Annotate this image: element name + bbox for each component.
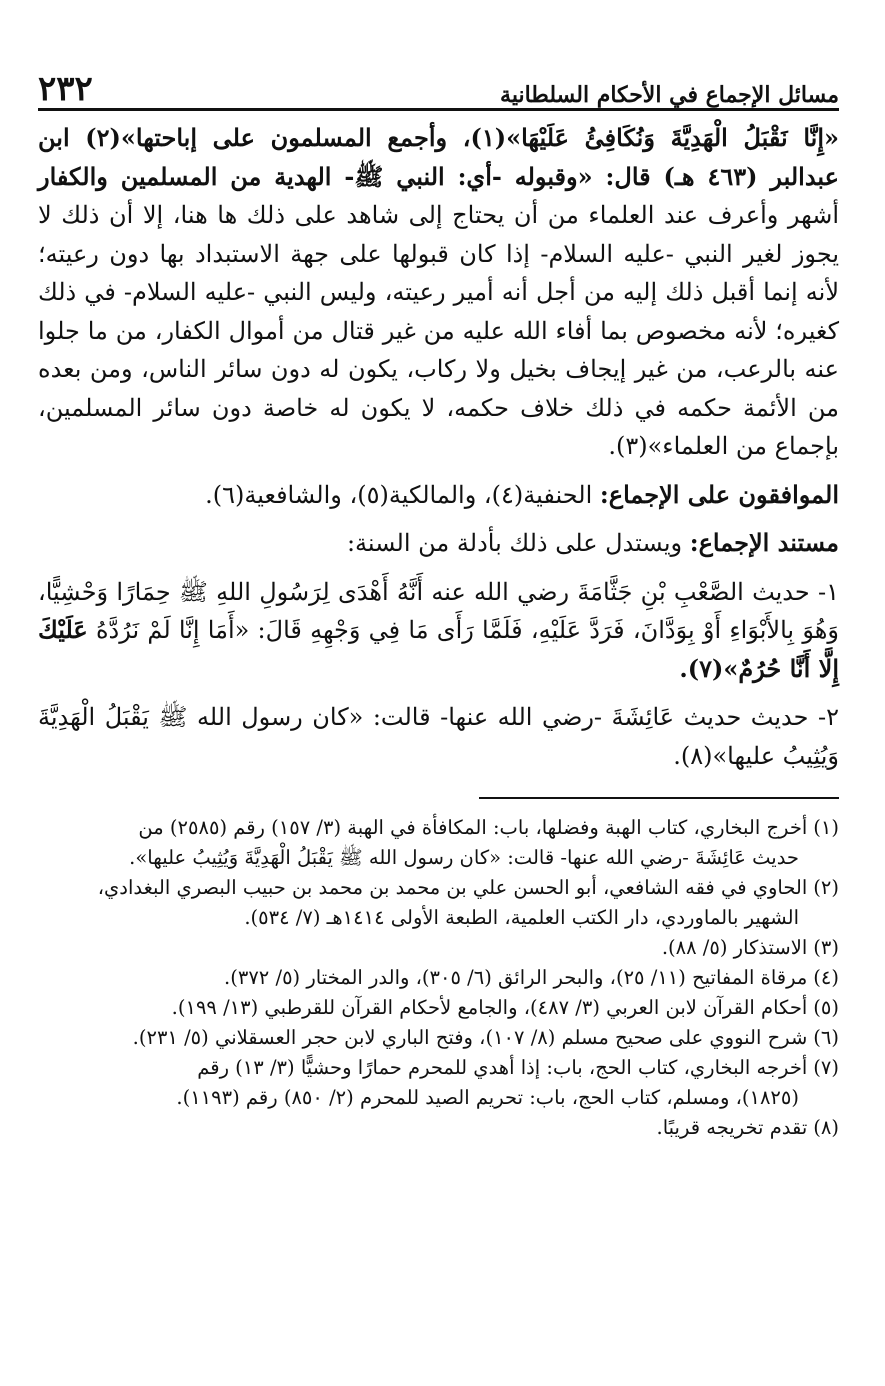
footnote: (٤)مرقاة المفاتيح (١١/ ٢٥)، والبحر الرائق (٦/ ٣٠٥)، والدر المختار (٥/ ٣٧٢). (224, 966, 839, 989)
hadith-line: عَلَيْكَ إِلَّا أَنَّا حُرُمٌ»(٧). (38, 615, 839, 683)
paragraph-1 (38, 119, 839, 466)
hadith-line: ١- حديث الصَّعْبِ بْنِ جَثَّامَةَ رضي الله عنه أَنَّهُ أَهْدَى لِرَسُولِ اللهِ ﷺ حِمَارًا وَحْشِيًّا، (38, 577, 839, 606)
basis-label: مستند الإجماع: (689, 528, 839, 557)
agreeing-label: الموافقون على الإجماع: (599, 479, 839, 509)
basis-text: ويستدل على ذلك بأدلة من السنة: (346, 529, 690, 557)
body-line: السلام- في ذلك كغيره؛ لأنه مخصوص بما أفاء الله عليه من غير قتال من (38, 278, 839, 345)
footnote-separator (479, 797, 839, 799)
footnote: (٨)تقدم تخريجه قريبًا. (656, 1116, 839, 1139)
footnote: (٦)شرح النووي على صحيح مسلم (٨/ ١٠٧)، وفتح الباري لابن حجر العسقلاني (٥/ ٢٣١). (132, 1026, 839, 1049)
hadith-line: ٢- حديث حديث عَائِشَةَ -رضي الله عنها- قالت: «كان رسول الله ﷺ يَقْبَلُ (104, 703, 839, 731)
footnote: (٧)أخرجه البخاري، كتاب الحج، باب: إذا أهدي للمحرم حمارًا وحشيًّا (٣/ ١٣) رقم (١٨٢٥)، ومسلم، كتاب الحج، باب: تحريم الصيد للمحرم (٢/ ٨٥٠) رقم (١١٩٣). (176, 1056, 839, 1109)
hadith-1 (38, 573, 839, 689)
hadith-line: وَهُوَ بِالأَبْوَاءِ أَوْ بِوَدَّانَ، فَرَدَّ عَلَيْهِ، فَلَمَّا رَأَى مَا فِي وَجْهِهِ قَالَ: «أَمَا إِنَّا لَمْ نَرُدَّهُ (95, 616, 839, 644)
body-line: أشهر وأعرف عند العلماء من أن يحتاج إلى شاهد على ذلك ها هنا، إلا أن (109, 201, 839, 229)
footnote: (٥)أحكام القرآن لابن العربي (٣/ ٤٨٧)، والجامع لأحكام القرآن للقرطبي (١٣/ ١٩٩). (171, 996, 839, 1019)
basis-paragraph (38, 524, 839, 563)
body-line: ذلك لا يجوز لغير النبي -عليه السلام- إذا كان قبولها على جهة الاستبداد بها (38, 201, 839, 268)
main-text (38, 119, 839, 775)
body-line: عبدالبر (٤٦٣ هـ) قال: «وقبوله -أي: النبي ﷺ- الهدية من المسلمين والكفار (38, 161, 839, 191)
footnotes (38, 813, 839, 1143)
page-number: ٢٣٢ (38, 69, 93, 109)
body-line: «إِنَّا نَقْبَلُ الْهَدِيَّةَ وَنُكَافِئُ عَلَيْهَا»(١)، وأجمع المسلمون على إباحتها»(٢) ابن (38, 123, 840, 152)
body-line: يكون له دون سائر الناس، ومن بعده من الأئمة حكمه في ذلك خلاف حكمه، (38, 355, 839, 422)
hadith-line: الْهَدِيَّةَ وَيُثِيبُ عليها»(٨). (38, 703, 839, 770)
footnote: (٢)الحاوي في فقه الشافعي، أبو الحسن علي بن محمد بن محمد بن حبيب البصري البغدادي، الشهير بالماوردي، دار الكتب العلمية، الطبعة الأولى ١٤١٤هـ (٧/ ٥٣٤). (97, 876, 839, 929)
agreeing-paragraph (38, 476, 839, 515)
body-line: دون رعيته؛ لأنه إنما أقبل ذلك إليه من أجل أنه أمير رعيته، وليس النبي -عليه (38, 239, 839, 306)
body-line: لا يكون له خاصة دون سائر المسلمين، بإجماع من العلماء»(٣). (38, 393, 839, 460)
page-header (38, 62, 839, 111)
footnote: (١)أخرج البخاري، كتاب الهبة وفضلها، باب: المكافأة في الهبة (٣/ ١٥٧) رقم (٢٥٨٥) من حديث عَائِشَةَ -رضي الله عنها- قالت: «كان رسول الله ﷺ يَقْبَلُ الْهَدِيَّةَ وَيُثِيبُ عليها». (129, 816, 839, 869)
agreeing-text: الحنفية(٤)، والمالكية(٥)، والشافعية(٦). (205, 480, 600, 509)
body-line: أموال الكفار، من ما جلوا عنه بالرعب، من غير إيجاف بخيل ولا ركاب، (38, 316, 839, 383)
hadith-2 (38, 698, 839, 775)
running-title: مسائل الإجماع في الأحكام السلطانية (500, 82, 839, 108)
footnote: (٣)الاستذكار (٥/ ٨٨). (661, 936, 839, 959)
